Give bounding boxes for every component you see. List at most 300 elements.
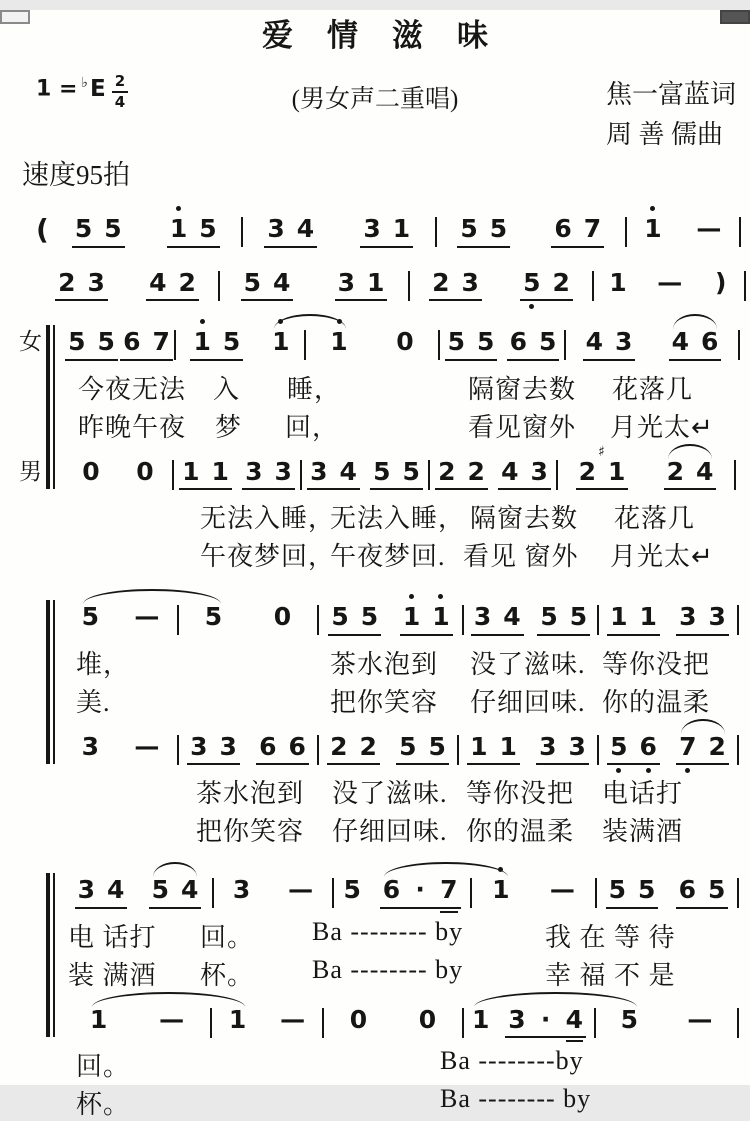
- note-token: 2: [58, 267, 76, 297]
- tie-arc: [92, 992, 245, 1007]
- opening-paren: (: [36, 213, 49, 246]
- note-token: 1: [644, 215, 661, 243]
- measure: [319, 603, 462, 636]
- note-token: —: [159, 1004, 185, 1034]
- barline: [737, 605, 739, 635]
- note-token: 4: [585, 327, 603, 356]
- measure: [306, 328, 438, 356]
- barline: [739, 217, 741, 247]
- measure: [212, 1006, 322, 1034]
- duet-lower-line-2: [0, 991, 750, 1045]
- octave-dot-high: [438, 594, 443, 599]
- lyric-segment: 午夜梦回，: [200, 542, 336, 571]
- note-token: 5: [204, 602, 223, 631]
- score-body: [0, 200, 750, 1120]
- note-token: 0: [349, 1004, 368, 1034]
- lyric-segment: 电 话打: [68, 922, 157, 952]
- measure: [599, 733, 737, 766]
- lyrics-line: [0, 1044, 750, 1082]
- lyrics-line: [0, 496, 750, 534]
- beam-group: [370, 458, 423, 491]
- lyric-segment: 等你没把: [466, 779, 575, 808]
- note-token: 2: [432, 267, 450, 297]
- intro-line-2: [0, 254, 750, 308]
- lyrics-line: [0, 953, 750, 991]
- measure: [459, 733, 597, 766]
- measure: [179, 733, 317, 766]
- note-token: 6: [382, 875, 401, 904]
- beam-group: [55, 269, 108, 302]
- beam-group: [429, 269, 482, 302]
- note-token: 5: [243, 267, 261, 297]
- tie-arc: [83, 589, 220, 604]
- barline: [744, 271, 746, 301]
- beam-group: [606, 876, 659, 909]
- note-token: 4: [149, 267, 167, 297]
- lyric-segment: 美.: [76, 687, 111, 717]
- note-token: 3: [267, 214, 285, 243]
- note-token: 3: [568, 731, 586, 761]
- barline: [738, 330, 740, 360]
- note-token: 5: [610, 733, 627, 761]
- measure: [410, 269, 592, 302]
- note-token: 7: [679, 733, 696, 761]
- note-token: 3: [274, 456, 292, 486]
- duet-upper-line-1: [0, 588, 750, 642]
- system-bracket: [46, 325, 55, 489]
- duet-lower-line-1: [0, 718, 750, 772]
- lyric-segment: 今夜无法: [78, 374, 187, 404]
- lyric-segment: Ba -------- by: [440, 1084, 592, 1113]
- note-token: 1: [182, 456, 200, 486]
- note-token: 2: [552, 267, 570, 297]
- lyrics-line: [0, 642, 750, 680]
- note-token: 5: [447, 327, 465, 356]
- lyric-segment: 回。: [200, 922, 255, 952]
- note-token: 1: [403, 603, 420, 631]
- measure: [64, 733, 177, 761]
- beam-group: [264, 215, 317, 248]
- beam-group: [435, 458, 488, 491]
- beam-group: [190, 328, 243, 361]
- lyric-segment: 堆，: [76, 649, 131, 679]
- beam-group: [507, 328, 560, 361]
- note-token: ·: [540, 1004, 551, 1034]
- lyric-segment: 把你笑容: [330, 687, 439, 717]
- beam-group: [328, 603, 381, 636]
- intro-line-1: [0, 200, 750, 254]
- measure: [64, 603, 177, 631]
- beam-group: [664, 458, 717, 491]
- note-token: 4: [565, 1004, 584, 1034]
- note-token: 7: [152, 327, 170, 356]
- octave-dot-low: [529, 304, 534, 309]
- note-token: 5: [97, 327, 115, 356]
- note-token: 2: [178, 267, 196, 297]
- lyric-segment: 隔窗去数: [470, 504, 579, 533]
- lyric-segment: 回，: [285, 412, 340, 442]
- note-token: 5: [428, 731, 446, 761]
- note-token: 1: [432, 603, 449, 631]
- note-token: 1: [170, 215, 187, 243]
- beam-group: [149, 876, 202, 909]
- beam-group: [467, 733, 520, 766]
- lyric-segment: 幸 福 不 是: [545, 960, 676, 990]
- note-token: 5: [489, 214, 508, 243]
- measure: [302, 458, 428, 491]
- barline: [737, 1008, 739, 1038]
- measure: [558, 443, 734, 491]
- note-token: 6: [288, 731, 306, 761]
- lyric-segment: 装 满酒: [68, 960, 157, 990]
- note-token: 5: [523, 269, 540, 297]
- note-token: 1: [470, 731, 488, 761]
- lyric-segment: 昨晚午夜: [78, 412, 187, 442]
- scan-artifact: [0, 10, 30, 24]
- note-token: 3: [508, 1004, 526, 1034]
- octave-dot-high: [176, 206, 181, 211]
- note-token: 0: [136, 456, 154, 486]
- barline: [737, 735, 739, 765]
- beam-group: [75, 876, 128, 909]
- note-token: 1 ♯: [598, 443, 626, 486]
- note-token: 5: [360, 602, 379, 631]
- lyrics-line: [0, 405, 750, 443]
- beam-group: [167, 215, 220, 248]
- note-token: 4: [273, 267, 291, 297]
- lyric-segment: 杯。: [76, 1090, 131, 1119]
- measure: [36, 269, 218, 302]
- system-bracket: [46, 873, 55, 1037]
- note-token: 3: [245, 456, 263, 486]
- note-token: —: [288, 875, 314, 904]
- lyric-segment: 隔窗去数: [468, 374, 577, 404]
- lyric-segment: 你的温柔: [602, 687, 711, 717]
- note-token: 6: [701, 327, 719, 356]
- lyric-segment: Ba --------by: [440, 1046, 584, 1075]
- lyric-segment: 月光太↵: [610, 412, 714, 442]
- measure: [64, 876, 212, 909]
- lyric-segment: Ba -------- by: [312, 954, 464, 984]
- note-token: 6: [259, 731, 277, 761]
- lyric-segment: 花落几: [614, 504, 696, 533]
- note-token: 3: [530, 456, 548, 486]
- note-token: 0: [396, 327, 414, 356]
- beam-group: [307, 458, 360, 491]
- beam-group: [471, 603, 524, 636]
- measure: [64, 1006, 210, 1034]
- lyric-segment: 看见窗外: [468, 412, 577, 442]
- lyric-segment: 午夜梦回.: [330, 542, 446, 571]
- voice-label: 男: [19, 458, 42, 484]
- tie-arc: [384, 862, 508, 877]
- measure: [566, 328, 738, 361]
- measure: [214, 876, 332, 904]
- beam-group: [335, 269, 388, 302]
- score-system: [0, 861, 750, 1120]
- measure: [51, 215, 241, 248]
- beam-group: [669, 328, 722, 361]
- note-token: 4: [501, 456, 519, 486]
- lyrics-line: [0, 809, 750, 847]
- note-token: 5: [104, 214, 122, 243]
- note-token: ): [715, 267, 727, 297]
- lyric-segment: 无法入睡，: [200, 504, 336, 533]
- measure: [179, 603, 317, 631]
- measure: [464, 1006, 594, 1039]
- lyric-segment: 仔细回味.: [332, 817, 448, 846]
- note-token: 3: [81, 731, 100, 761]
- note-token: 5: [151, 875, 169, 904]
- note-token: —: [280, 1004, 306, 1034]
- male-voice-line: [0, 443, 750, 497]
- note-token: 5: [199, 214, 217, 243]
- measure: [319, 733, 457, 766]
- note-token: 3: [77, 875, 95, 904]
- lyric-segment: 茶水泡到: [330, 649, 439, 679]
- note-token: 5: [74, 214, 93, 243]
- note-token: 1: [610, 602, 628, 631]
- barline: [737, 878, 739, 908]
- lyric-segment: 入: [213, 374, 241, 404]
- lyrics-line: [0, 680, 750, 718]
- note-token: 2: [467, 456, 485, 486]
- beam-group: [179, 458, 232, 491]
- measure: [334, 876, 470, 909]
- lyric-segment: 没了滋味.: [470, 649, 586, 679]
- lyricist-credit: 焦一富蓝词: [605, 80, 736, 109]
- measure: [174, 458, 300, 491]
- note-token: 5: [343, 875, 361, 904]
- note-token: 2: [438, 456, 456, 486]
- note-token: 4: [296, 214, 315, 243]
- note-token: 6: [554, 214, 572, 243]
- tie-arc: [474, 992, 637, 1007]
- lyric-segment: 仔细回味.: [470, 687, 586, 717]
- note-token: 1: [471, 1004, 490, 1034]
- note-token: 3: [310, 456, 328, 486]
- lyric-segment: 睡，: [287, 374, 342, 404]
- measure: [243, 215, 435, 248]
- note-token: 5: [477, 327, 495, 356]
- lyric-segment: 杯。: [200, 960, 255, 990]
- note-token: 1: [609, 267, 627, 297]
- note-token: 3: [615, 327, 633, 356]
- measure: [64, 328, 174, 361]
- note-token: 2: [666, 456, 684, 486]
- beam-group: [327, 733, 380, 766]
- note-token: 4: [107, 875, 125, 904]
- note-token: 6: [123, 327, 141, 356]
- lyrics-line: [0, 915, 750, 953]
- measure: [430, 458, 556, 491]
- beam-group: [676, 603, 729, 636]
- note-token: 3: [473, 602, 492, 631]
- beam-group: [520, 269, 573, 302]
- note-token: 3: [337, 267, 355, 297]
- note-token: 1: [367, 267, 385, 297]
- note-token: 3: [219, 731, 237, 761]
- note-token: —: [696, 214, 722, 243]
- tie-arc: [274, 314, 346, 329]
- note-token: 3: [232, 875, 251, 904]
- beam-group: [72, 215, 125, 248]
- lyric-segment: 电话打: [602, 779, 684, 808]
- beam-group: [537, 603, 590, 636]
- beam-group: [187, 733, 240, 766]
- lyrics-line: [0, 771, 750, 809]
- note-token: 5: [708, 875, 726, 904]
- note-token: 0: [273, 602, 292, 631]
- beam-group: [360, 215, 413, 248]
- flat-sign: ♭: [81, 75, 89, 92]
- measure: [599, 603, 737, 636]
- note-token: 3: [708, 602, 726, 631]
- note-token: 5: [399, 731, 417, 761]
- measure: [472, 876, 595, 904]
- beam-group: [457, 215, 510, 248]
- beam-group: [396, 733, 449, 766]
- octave-dot-high: [650, 206, 655, 211]
- measure: [464, 603, 597, 636]
- lyric-segment: 花落几: [612, 374, 694, 404]
- measure: [324, 1006, 462, 1034]
- note-token: 5: [620, 1004, 639, 1034]
- note-token: 1: [392, 214, 411, 243]
- lyric-segment: 我 在 等 待: [545, 922, 676, 952]
- note-token: ·: [415, 875, 425, 904]
- note-token: 1: [193, 328, 210, 356]
- lyric-segment: 没了滋味.: [332, 779, 448, 808]
- beam-group: [676, 876, 729, 909]
- song-title: 爱情滋味: [262, 18, 522, 53]
- note-token: 1: [492, 876, 509, 904]
- key-prefix: 1 =: [36, 76, 78, 102]
- beam-group: [120, 328, 173, 361]
- beam-group: [242, 458, 295, 491]
- beam-group: [505, 1006, 586, 1039]
- note-token: 6: [509, 327, 527, 356]
- barline: [734, 460, 736, 490]
- note-token: 2: [578, 456, 596, 486]
- note-token: 5: [460, 214, 478, 243]
- note-token: 5: [569, 602, 588, 631]
- measure: [437, 215, 625, 248]
- octave-dot-high: [200, 319, 205, 324]
- measure: [597, 876, 737, 909]
- lyrics-line: [0, 534, 750, 572]
- note-token: 5: [608, 875, 626, 904]
- beam-group: [445, 328, 498, 361]
- note-token: —: [134, 731, 160, 761]
- beam-group: [583, 328, 636, 361]
- lyric-segment: 看见 窗外: [463, 542, 579, 571]
- note-token: 5: [539, 327, 557, 356]
- beam-group: [256, 733, 309, 766]
- lyric-segment: 把你笑容: [196, 817, 305, 846]
- note-token: 5: [81, 602, 100, 631]
- note-token: 5: [540, 602, 558, 631]
- beam-group: [676, 733, 729, 766]
- lyric-segment: 梦: [215, 412, 243, 442]
- tie-arc: [681, 719, 725, 734]
- note-token: 5: [402, 456, 420, 486]
- beam-group: [146, 269, 199, 302]
- note-token: 0: [418, 1004, 437, 1034]
- score-system: [0, 588, 750, 847]
- note-token: 4: [339, 456, 357, 486]
- note-token: 1: [228, 1004, 247, 1034]
- score-system: [0, 200, 750, 307]
- measure: [596, 1006, 737, 1034]
- lyric-segment: Ba -------- by: [312, 916, 464, 946]
- measure: [220, 269, 408, 302]
- measure: [440, 328, 564, 361]
- note-token: 3: [539, 731, 557, 761]
- beam-group: [65, 328, 118, 361]
- note-token: 1: [499, 731, 517, 761]
- note-token: —: [687, 1004, 713, 1034]
- lyric-segment: 你的温柔: [466, 817, 575, 846]
- beam-group: [607, 603, 660, 636]
- lyric-segment: 月光太↵: [610, 542, 714, 571]
- note-token: 6: [640, 733, 657, 761]
- lyric-segment: 回。: [76, 1052, 131, 1081]
- note-token: 1: [639, 602, 657, 631]
- note-token: 1: [330, 328, 347, 356]
- note-token: 7: [440, 875, 458, 904]
- note-token: 5: [222, 327, 241, 356]
- note-token: 3: [461, 267, 479, 297]
- note-token: 1: [89, 1004, 108, 1034]
- beam-group: [576, 443, 629, 491]
- note-token: 3: [190, 731, 208, 761]
- tie-arc: [153, 862, 197, 877]
- lyric-segment: 装满酒: [602, 817, 684, 846]
- lyrics-line: [0, 1082, 750, 1120]
- duet-upper-line-2: [0, 861, 750, 915]
- key-letter: E: [90, 75, 106, 102]
- female-voice-line: [0, 313, 750, 367]
- note-token: 2: [359, 731, 377, 761]
- note-token: —: [657, 267, 683, 297]
- beam-group: [607, 733, 660, 766]
- voice-label: 女: [19, 329, 42, 354]
- note-token: 5: [68, 327, 86, 356]
- note-token: 6: [678, 875, 696, 904]
- beam-group: [551, 215, 604, 248]
- beam-group: [380, 876, 461, 909]
- note-token: 0: [82, 456, 100, 486]
- note-token: 4: [671, 327, 689, 356]
- note-token: 5: [331, 602, 349, 631]
- sharp-sign: ♯: [598, 443, 605, 460]
- tie-arc: [668, 444, 712, 459]
- beam-group: [400, 603, 453, 636]
- note-token: 3: [87, 267, 105, 297]
- lyric-segment: 等你没把: [602, 649, 711, 679]
- note-token: 4: [696, 456, 714, 486]
- octave-dot-high: [409, 594, 414, 599]
- tie-arc: [673, 314, 717, 329]
- system-bracket: [46, 600, 55, 764]
- note-token: 2: [708, 731, 726, 761]
- note-token: 1: [272, 328, 289, 356]
- score-page: [0, 10, 750, 1119]
- note-token: 3: [363, 214, 381, 243]
- lyrics-line: [0, 367, 750, 405]
- note-token: 3: [679, 602, 697, 631]
